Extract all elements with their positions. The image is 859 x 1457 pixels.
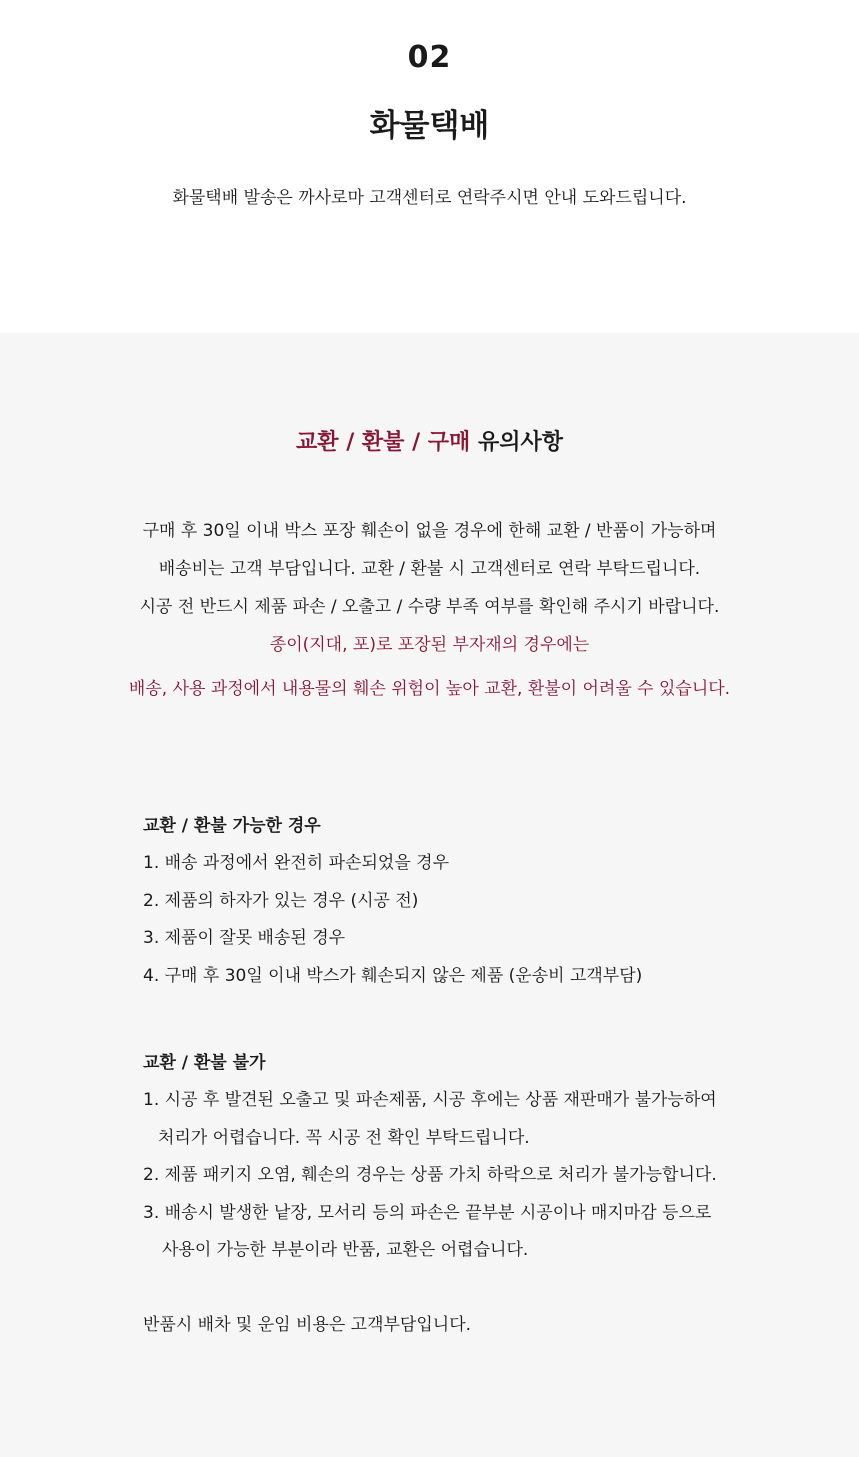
notice-warning-line: 종이(지대, 포)로 포장된 부자재의 경우에는	[269, 635, 590, 655]
notice-warning-line: 배송, 사용 과정에서 내용물의 훼손 위험이 높아 교환, 환불이 어려울 수 있습니다.	[128, 679, 731, 699]
possible-item: 1. 배송 과정에서 완전히 파손되었을 경우	[143, 853, 449, 873]
impossible-item: 3. 배송시 발생한 낱장, 모서리 등의 파손은 끝부분 시공이나 매지마감 등으로	[143, 1203, 712, 1223]
notice-title-rest: 유의사항	[470, 430, 563, 455]
possible-item: 4. 구매 후 30일 이내 박스가 훼손되지 않은 제품 (운송비 고객부담)	[143, 966, 643, 986]
possible-item: 2. 제품의 하자가 있는 경우 (시공 전)	[143, 891, 419, 911]
section-description: 화물택배 발송은 까사로마 고객센터로 연락주시면 안내 도와드립니다.	[172, 188, 687, 208]
notice-title	[0, 425, 859, 456]
notice-line: 배송비는 고객 부담입니다. 교환 / 환불 시 고객센터로 연락 부탁드립니다.	[158, 559, 701, 579]
delivery-section	[0, 0, 859, 333]
impossible-item: 1. 시공 후 발견된 오출고 및 파손제품, 시공 후에는 상품 재판매가 불가능하여	[143, 1090, 717, 1110]
notice-title-accent: 교환 / 환불 / 구매	[296, 430, 471, 455]
footer-note: 반품시 배차 및 운임 비용은 고객부담입니다.	[143, 1315, 472, 1335]
section-title: 화물택배	[369, 108, 490, 144]
notice-line: 구매 후 30일 이내 박스 포장 훼손이 없을 경우에 한해 교환 / 반품이 가능하며	[142, 521, 717, 541]
possible-item: 3. 제품이 잘못 배송된 경우	[143, 928, 346, 948]
possible-heading: 교환 / 환불 가능한 경우	[143, 816, 321, 836]
notice-section	[0, 333, 859, 1457]
impossible-item: 2. 제품 패키지 오염, 훼손의 경우는 상품 가치 하락으로 처리가 불가능합니다.	[143, 1165, 717, 1185]
impossible-item-continuation: 처리가 어렵습니다. 꼭 시공 전 확인 부탁드립니다.	[158, 1128, 530, 1148]
impossible-item-continuation: 사용이 가능한 부분이라 반품, 교환은 어렵습니다.	[162, 1240, 529, 1260]
impossible-heading: 교환 / 환불 불가	[143, 1053, 266, 1073]
notice-line: 시공 전 반드시 제품 파손 / 오출고 / 수량 부족 여부를 확인해 주시기 바랍니다.	[139, 597, 720, 617]
section-number: 02	[407, 40, 452, 75]
